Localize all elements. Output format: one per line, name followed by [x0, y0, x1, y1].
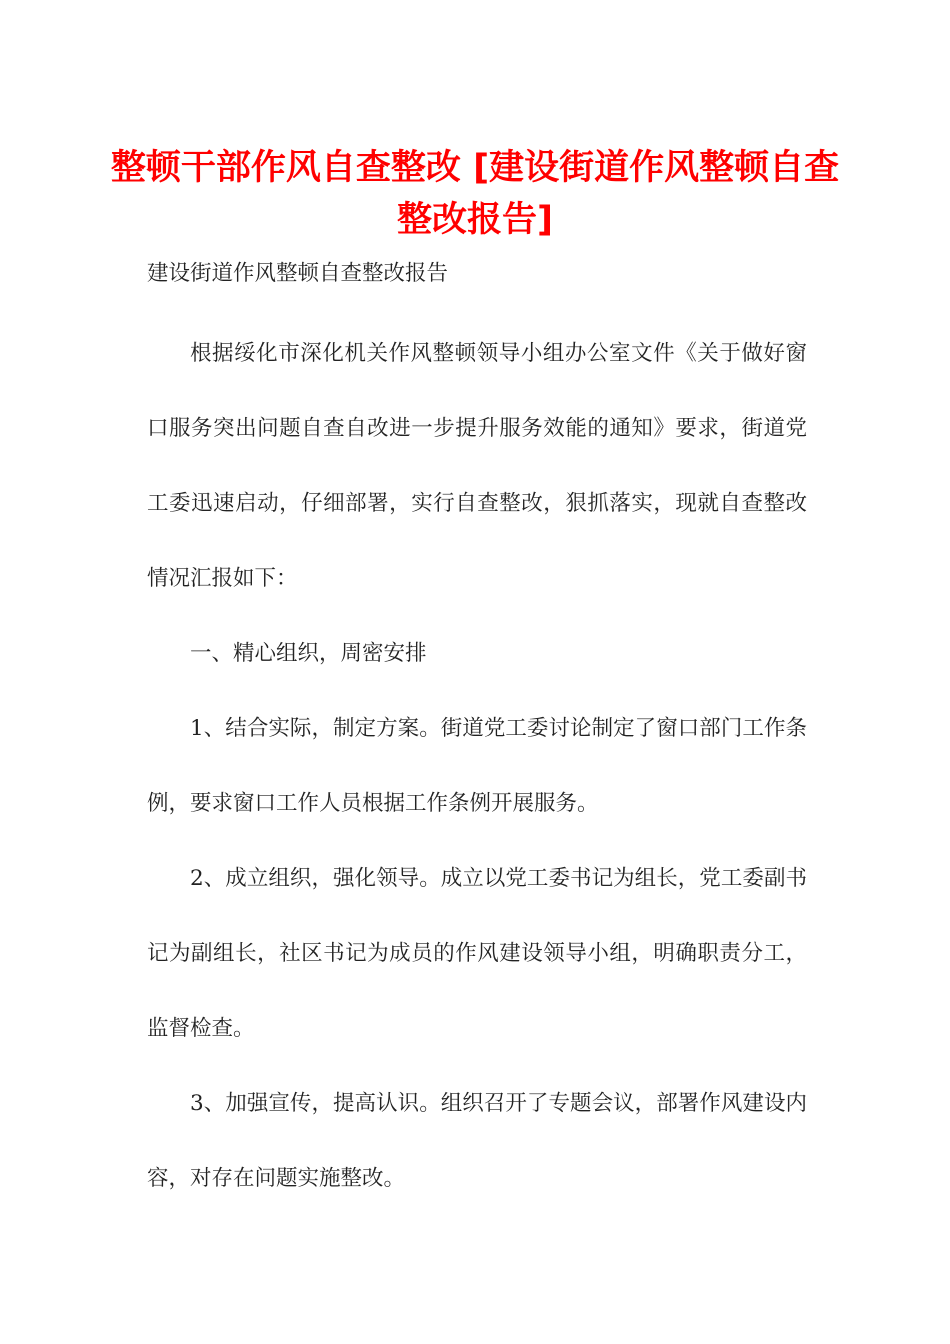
- document-title: 整顿干部作风自查整改 [建设街道作风整顿自查整改报告]: [110, 148, 840, 240]
- section-heading: 一、精心组织，周密安排: [190, 641, 427, 666]
- paragraph-item-3: 3、加强宣传，提高认识。组织召开了专题会议，部署作风建设内容，对存在问题实施整改。: [147, 1091, 807, 1191]
- document-body: [147, 252, 807, 1216]
- paragraph-intro: 根据绥化市深化机关作风整顿领导小组办公室文件《关于做好窗口服务突出问题自查自改进一步提升服务效能的通知》要求，街道党工委迅速启动，仔细部署，实行自查整改，狠抓落实，现就自查整改情况汇报如下：: [147, 341, 807, 591]
- document-subtitle: 建设街道作风整顿自查整改报告: [147, 261, 449, 286]
- paragraph-item-1: 1、结合实际，制定方案。街道党工委讨论制定了窗口部门工作条例，要求窗口工作人员根据工作条例开展服务。: [147, 716, 807, 816]
- paragraph-item-2: 2、成立组织，强化领导。成立以党工委书记为组长，党工委副书记为副组长，社区书记为成员的作风建设领导小组，明确职责分工，监督检查。: [147, 866, 807, 1041]
